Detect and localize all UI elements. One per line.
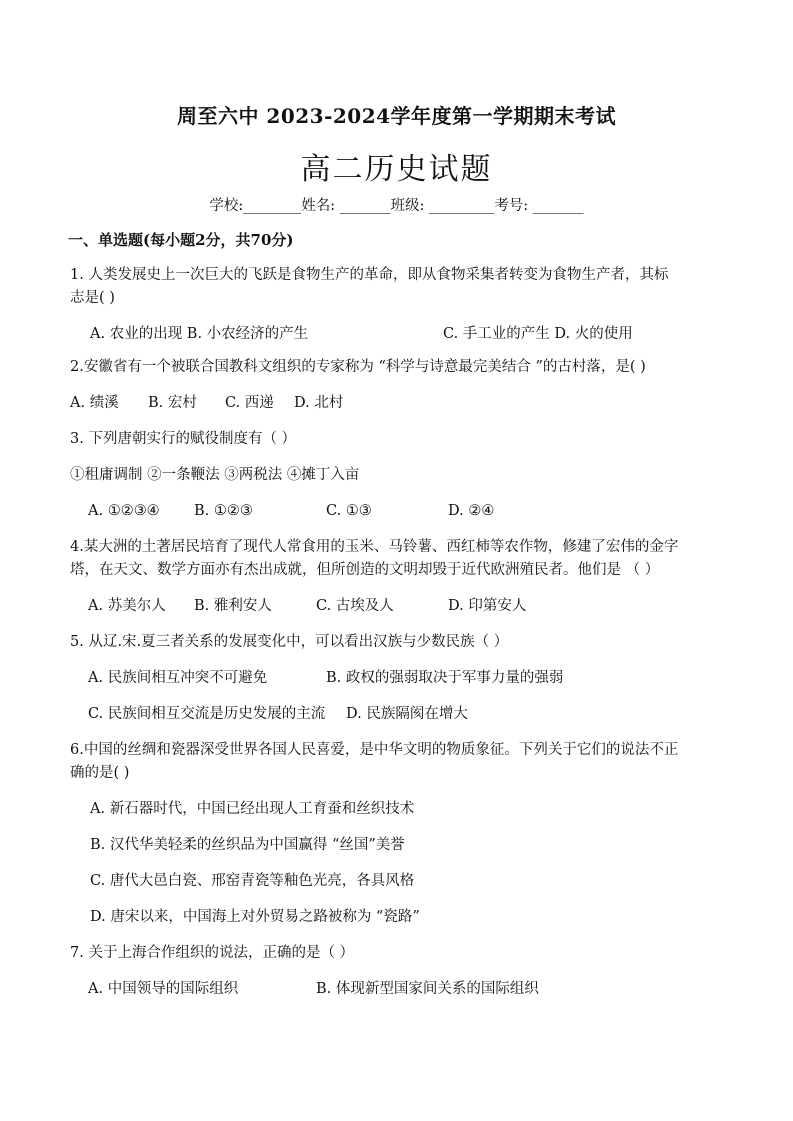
subject-title: 高二历史试题 xyxy=(300,152,493,187)
class-field: 班级: _________ xyxy=(390,198,495,214)
question-5-option-a: A. 民族间相互冲突不可避免 xyxy=(88,670,268,686)
question-2-text: 2.安徽省有一个被联合国教科文组织的专家称为 “科学与诗意最完美结合 ”的古村落，是( ) xyxy=(70,359,646,375)
question-2-option-d: D. 北村 xyxy=(294,395,344,411)
question-3-option-c: C. ①③ xyxy=(326,503,372,519)
question-4-option-c: C. 古埃及人 xyxy=(316,598,394,614)
question-7-option-b: B. 体现新型国家间关系的国际组织 xyxy=(316,981,539,997)
school-field: 学校:________ xyxy=(209,198,302,214)
question-6-option-c: C. 唐代大邑白瓷、邢窑青瓷等釉色光亮，各具风格 xyxy=(90,873,415,889)
question-6-text-cont: 确的是( ) xyxy=(70,765,130,781)
name-field: 姓名: _______ xyxy=(301,198,391,214)
question-5-option-b: B. 政权的强弱取决于军事力量的强弱 xyxy=(326,670,564,686)
question-4-text-cont: 塔，在天文、数学方面亦有杰出成就，但所创造的文明却毁于近代欧洲殖民者。他们是 （ ） xyxy=(70,562,660,578)
number-field: 考号: _______ xyxy=(494,198,584,214)
student-info-line xyxy=(0,194,793,215)
question-2-option-c: C. 西递 xyxy=(225,395,274,411)
question-3-text: 3. 下列唐朝实行的赋役制度有（ ） xyxy=(70,431,297,447)
question-3-option-a: A. ①②③④ xyxy=(88,503,160,519)
question-2-option-b: B. 宏村 xyxy=(148,395,197,411)
question-4-option-d: D. 印第安人 xyxy=(448,598,527,614)
question-7-option-a: A. 中国领导的国际组织 xyxy=(88,981,239,997)
question-1-text: 1. 人类发展史上一次巨大的飞跃是食物生产的革命，即从食物采集者转变为食物生产者，其标 xyxy=(70,267,669,283)
question-1-options-cd: C. 手工业的产生 D. 火的使用 xyxy=(443,326,633,342)
question-6-option-a: A. 新石器时代，中国已经出现人工育蚕和丝织技术 xyxy=(90,801,415,817)
question-7-text: 7. 关于上海合作组织的说法，正确的是（ ） xyxy=(70,945,355,961)
question-2-option-a: A. 绩溪 xyxy=(70,395,119,411)
question-6-option-b: B. 汉代华美轻柔的丝织品为中国赢得 “丝国”美誉 xyxy=(90,837,405,853)
question-5-option-c: C. 民族间相互交流是历史发展的主流 xyxy=(88,706,326,722)
question-6-option-d: D. 唐宋以来，中国海上对外贸易之路被称为 “瓷路” xyxy=(90,909,420,925)
question-5-text: 5. 从辽.宋.夏三者关系的发展变化中，可以看出汉族与少数民族（ ） xyxy=(70,634,509,650)
question-3-option-d: D. ②④ xyxy=(448,503,495,519)
section-heading: 一、单选题(每小题2分，共70分) xyxy=(68,231,294,249)
question-4-text: 4.某大洲的土著居民培育了现代人常食用的玉米、马铃薯、西红柿等农作物，修建了宏伟的金字 xyxy=(70,539,679,555)
question-1-text-cont: 志是( ) xyxy=(70,290,115,306)
question-3-option-b: B. ①②③ xyxy=(194,503,253,519)
question-4-option-b: B. 雅利安人 xyxy=(194,598,272,614)
exam-title: 周至六中 2023-2024学年度第一学期期末考试 xyxy=(176,104,617,128)
question-6-text: 6.中国的丝绸和瓷器深受世界各国人民喜爱，是中华文明的物质象征。下列关于它们的说法不正 xyxy=(70,742,679,758)
question-5-option-d: D. 民族隔阂在增大 xyxy=(346,706,468,722)
question-4-option-a: A. 苏美尔人 xyxy=(88,598,166,614)
question-3-statements: ①租庸调制 ②一条鞭法 ③两税法 ④摊丁入亩 xyxy=(70,467,360,483)
question-1-options-ab: A. 农业的出现 B. 小农经济的产生 xyxy=(90,326,309,342)
